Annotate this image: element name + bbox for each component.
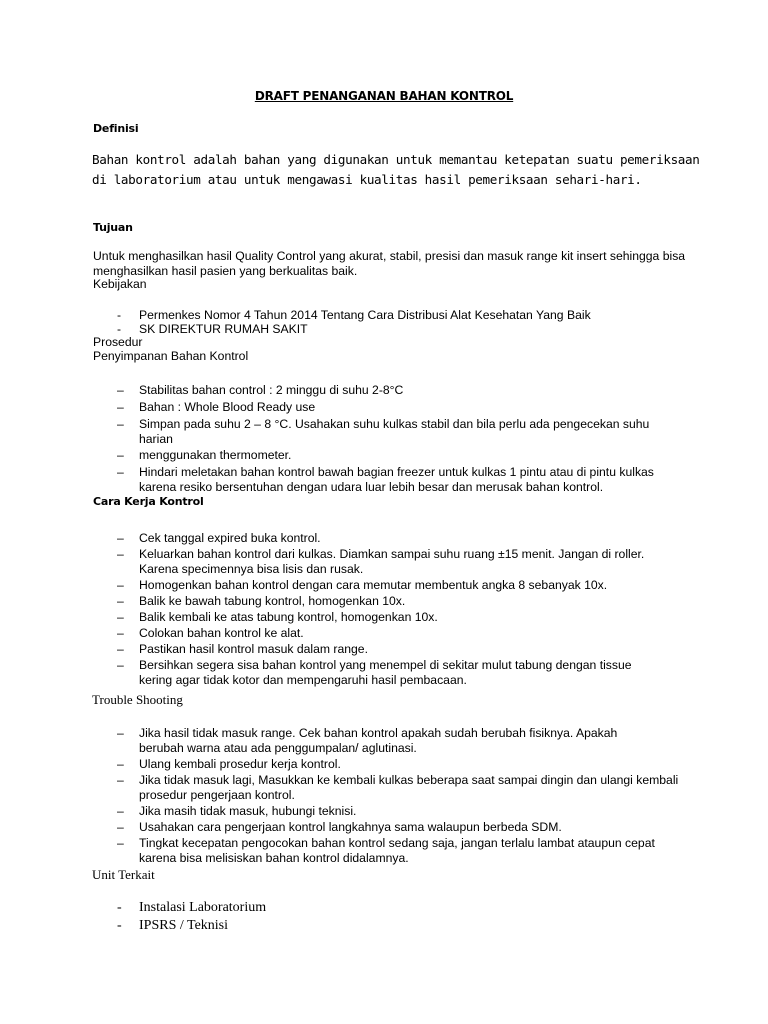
- kebijakan-list: [0, 308, 768, 336]
- list-item: - SK DIREKTUR RUMAH SAKIT: [117, 322, 308, 336]
- list-item: – Stabilitas bahan control : 2 minggu di suhu 2-8°C: [117, 383, 404, 397]
- list-item: – Balik ke bawah tabung kontrol, homogenkan 10x.: [117, 594, 406, 608]
- cara-kerja-list: [0, 531, 768, 689]
- list-item: - IPSRS / Teknisi: [117, 918, 229, 933]
- list-item: – Cek tanggal expired buka kontrol.: [117, 531, 321, 545]
- list-item: – Colokan bahan kontrol ke alat.: [117, 626, 304, 640]
- definisi-text: Bahan kontrol adalah bahan yang digunakan untuk memantau ketepatan suatu pemeriksaan di laboratorium atau untuk mengawasi kualitas hasil pemeriksaan sehari-hari.: [92, 152, 700, 187]
- tujuan-text: Untuk menghasilkan hasil Quality Control yang akurat, stabil, presisi dan masuk range kit insert sehingga bisa menghasilkan hasil pasien yang berkualitas baik.: [93, 249, 686, 278]
- list-item: – Pastikan hasil kontrol masuk dalam range.: [117, 642, 368, 656]
- definisi-heading: Definisi: [93, 122, 139, 135]
- list-item: – Ulang kembali prosedur kerja kontrol.: [117, 757, 341, 771]
- unit-list: [0, 900, 768, 936]
- list-item: – Keluarkan bahan kontrol dari kulkas. Diamkan sampai suhu ruang ±15 menit. Jangan di roller. Karena specimennya bisa lisis dan rusak.: [117, 547, 645, 576]
- list-item: – Jika tidak masuk lagi, Masukkan ke kembali kulkas beberapa saat sampai dingin dan ulangi kembali prosedur pengerjaan kontrol.: [117, 773, 679, 802]
- trouble-heading: Trouble Shooting: [92, 692, 183, 707]
- document-title: DRAFT PENANGANAN BAHAN KONTROL: [254, 89, 514, 103]
- kebijakan-heading: Kebijakan: [93, 277, 147, 291]
- penyimpanan-list: [0, 383, 768, 496]
- penyimpanan-subheading: Penyimpanan Bahan Kontrol: [93, 349, 249, 363]
- list-item: – Homogenkan bahan kontrol dengan cara memutar membentuk angka 8 sebanyak 10x.: [117, 578, 608, 592]
- list-item: – Bahan : Whole Blood Ready use: [117, 400, 316, 414]
- trouble-list: [0, 726, 768, 867]
- list-item: - Instalasi Laboratorium: [117, 900, 267, 915]
- list-item: – menggunakan thermometer.: [117, 448, 292, 462]
- list-item: – Bersihkan segera sisa bahan kontrol yang menempel di sekitar mulut tabung dengan tissue kering agar tidak kotor dan mempengaruhi hasil pembacaan.: [117, 658, 632, 687]
- list-item: – Simpan pada suhu 2 – 8 °C. Usahakan suhu kulkas stabil dan bila perlu ada pengecekan suhu harian: [117, 417, 650, 446]
- list-item: – Usahakan cara pengerjaan kontrol langkahnya sama walaupun berbeda SDM.: [117, 820, 562, 834]
- unit-heading: Unit Terkait: [92, 867, 155, 882]
- list-item: – Jika masih tidak masuk, hubungi teknisi.: [117, 804, 357, 818]
- tujuan-heading: Tujuan: [93, 221, 133, 234]
- list-item: – Tingkat kecepatan pengocokan bahan kontrol sedang saja, jangan terlalu lambat ataupun cepat karena bisa melisiskan bahan kontrol didalamnya.: [117, 836, 655, 865]
- list-item: – Balik kembali ke atas tabung kontrol, homogenkan 10x.: [117, 610, 438, 624]
- prosedur-heading: Prosedur: [93, 335, 143, 349]
- cara-kerja-heading: Cara Kerja Kontrol: [93, 495, 204, 508]
- list-item: - Permenkes Nomor 4 Tahun 2014 Tentang Cara Distribusi Alat Kesehatan Yang Baik: [117, 308, 591, 322]
- list-item: – Hindari meletakan bahan kontrol bawah bagian freezer untuk kulkas 1 pintu atau di pintu kulkas karena resiko bersentuhan dengan udara luar lebih besar dan merusak bahan kontrol.: [117, 465, 654, 494]
- list-item: – Jika hasil tidak masuk range. Cek bahan kontrol apakah sudah berubah fisiknya. Apakah berubah warna atau ada penggumpalan/ aglutinasi.: [117, 726, 618, 755]
